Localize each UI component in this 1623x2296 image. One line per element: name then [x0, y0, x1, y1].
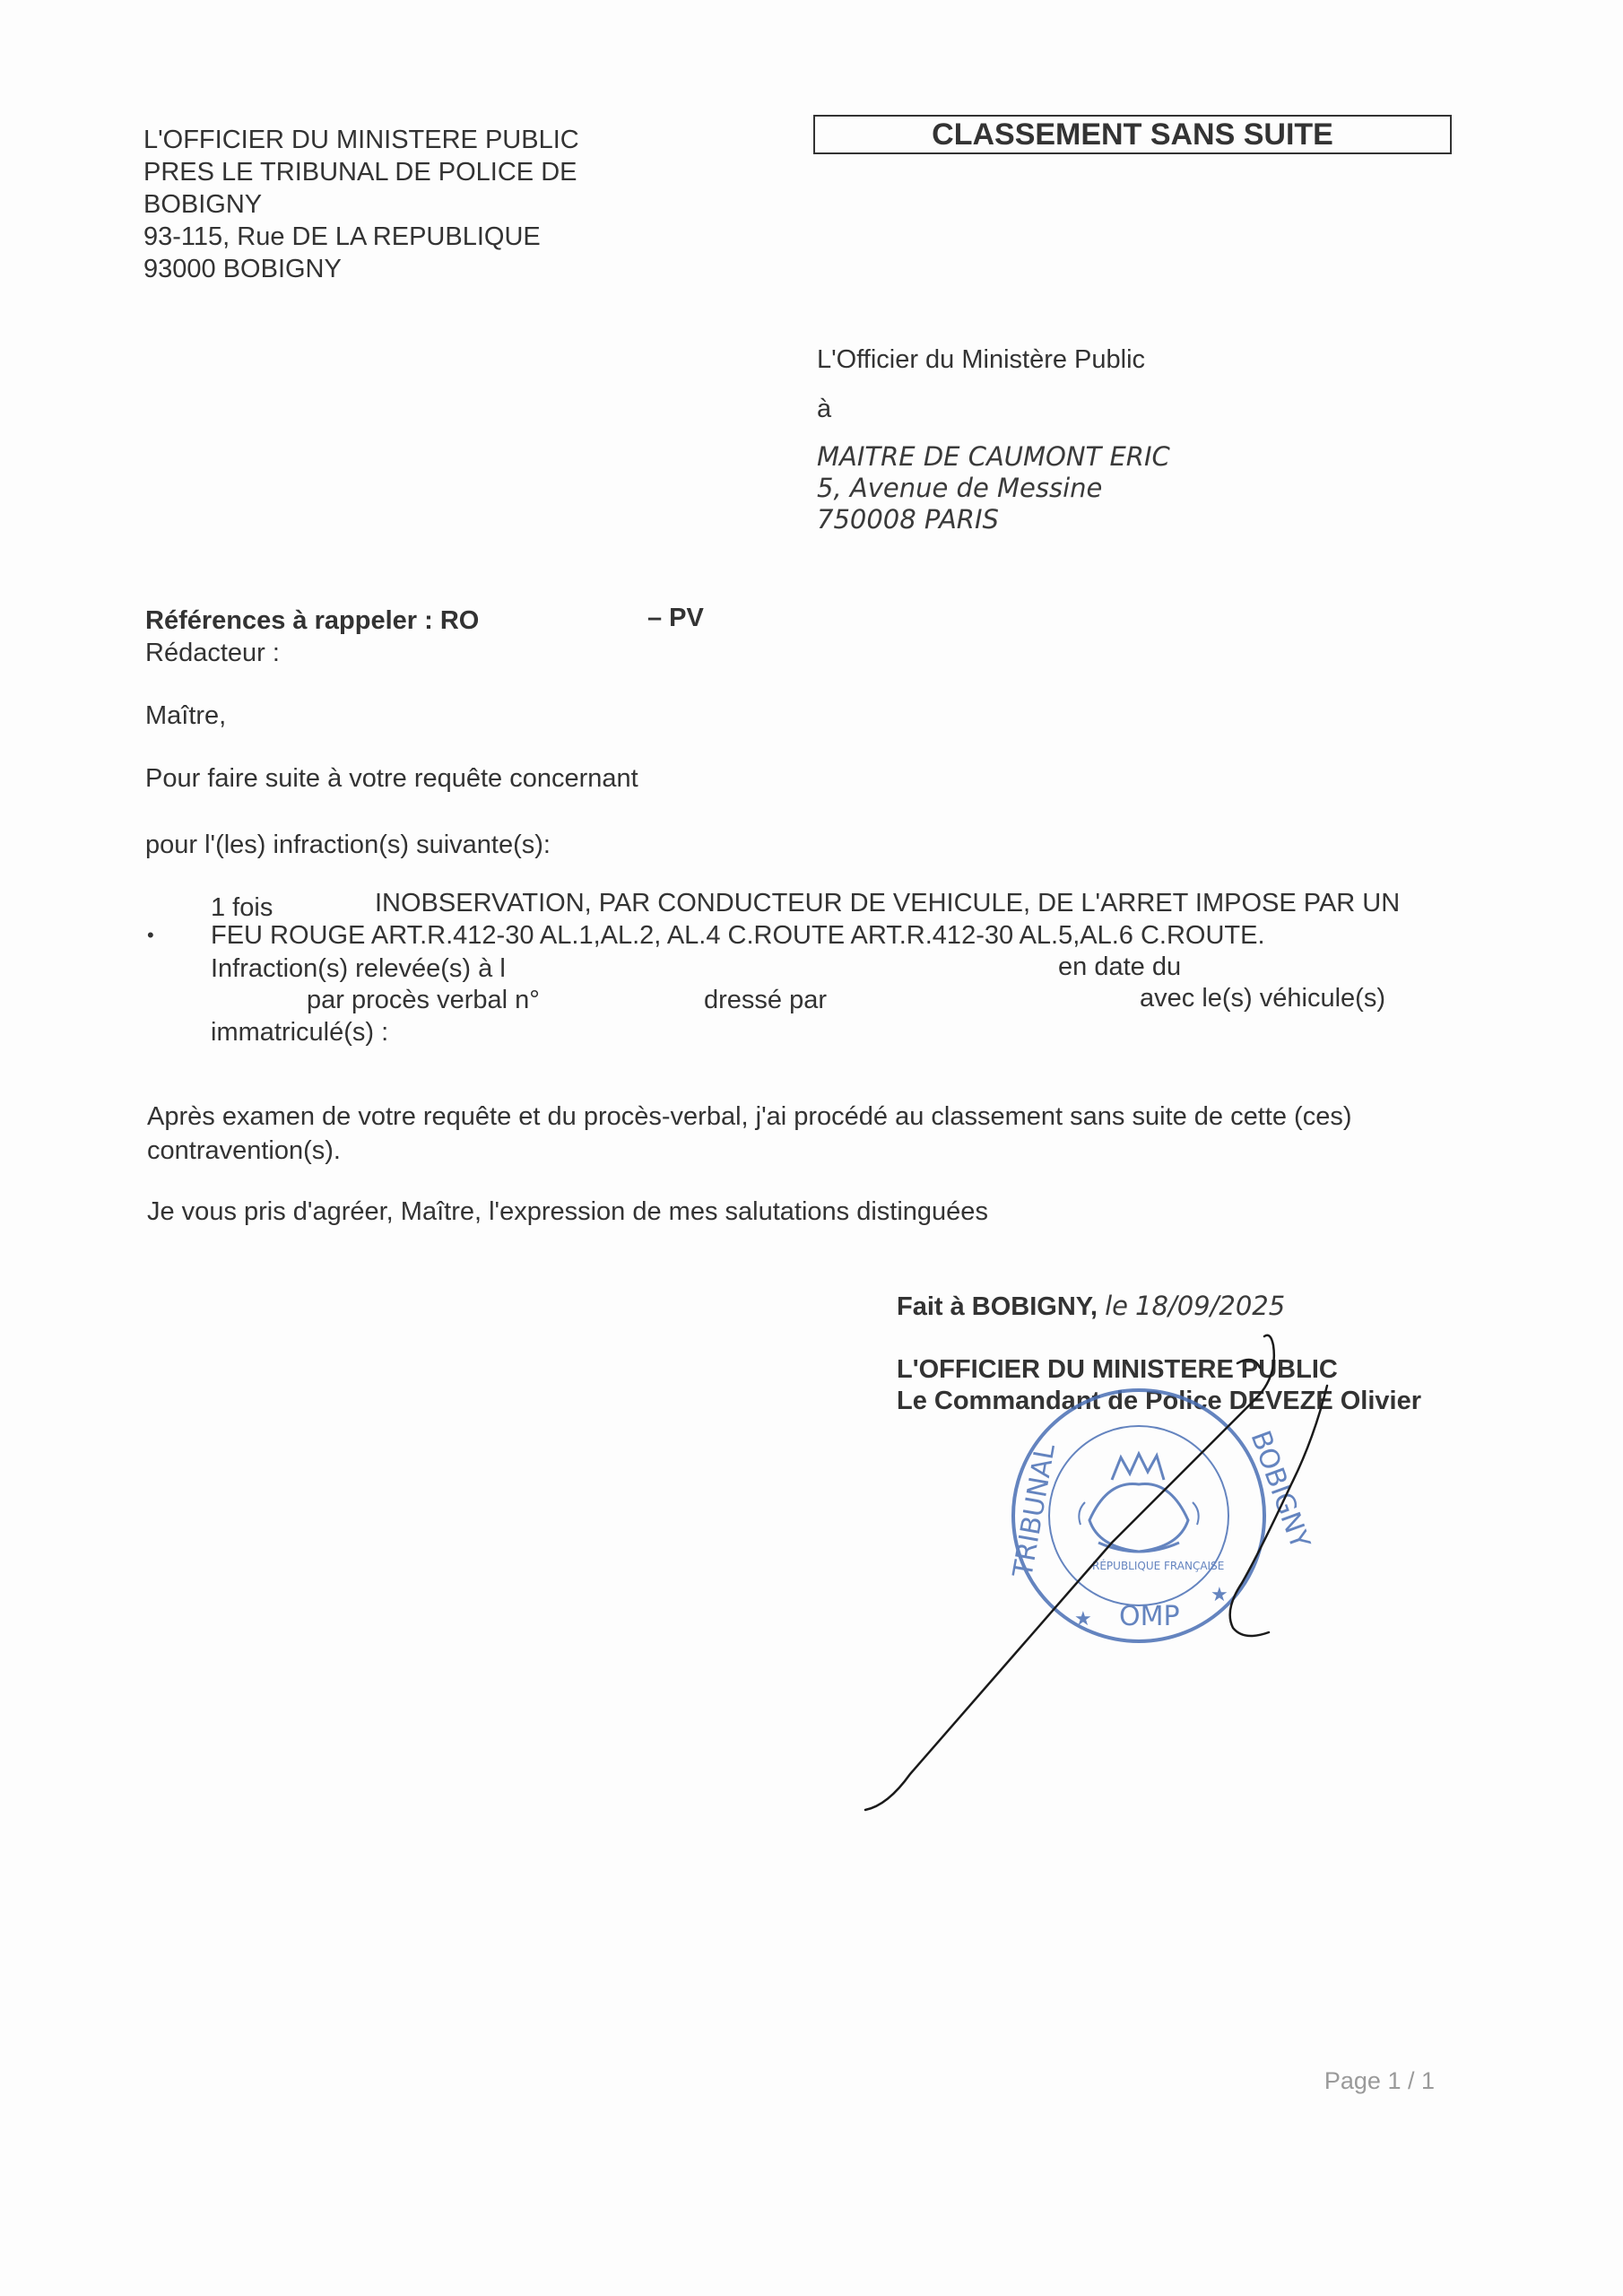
from-line: L'Officier du Ministère Public	[817, 345, 1146, 374]
bullet-icon: •	[147, 924, 154, 946]
signature-date: 18/09/2025	[1135, 1291, 1286, 1321]
stamp-left-text: TRIBUNAL	[1007, 1441, 1062, 1580]
infractions-intro: pour l'(les) infraction(s) suivante(s):	[145, 831, 551, 859]
sender-line: PRES LE TRIBUNAL DE POLICE DE	[143, 158, 577, 187]
stamp-right-text: BOBIGNY	[1244, 1426, 1316, 1553]
handwritten-signature	[865, 1335, 1327, 1810]
conclusion-line-1: Après examen de votre requête et du procès-verbal, j'ai procédé au classement sans suite de cette (ces)	[147, 1102, 1352, 1131]
stamp-star-icon: ★	[1211, 1583, 1228, 1605]
infraction-vehicule: avec le(s) véhicule(s)	[1140, 984, 1385, 1013]
infraction-dresse: dressé par	[704, 986, 828, 1014]
infraction-proces: par procès verbal n°	[307, 986, 540, 1014]
to-word: à	[817, 395, 832, 423]
infraction-relevee: Infraction(s) relevée(s) à l	[211, 954, 506, 983]
recipient-street: 5, Avenue de Messine	[817, 473, 1103, 503]
infraction-immat: immatriculé(s) :	[211, 1018, 389, 1047]
conclusion-line-2: contravention(s).	[147, 1136, 341, 1165]
recipient-name: MAITRE DE CAUMONT ERIC	[817, 441, 1170, 472]
stamp-bottom-text: OMP	[1119, 1601, 1180, 1632]
signature-place: Fait à BOBIGNY,	[897, 1292, 1098, 1321]
closing-formula: Je vous pris d'agréer, Maître, l'expression de mes salutations distinguées	[147, 1197, 988, 1226]
infraction-count: 1 fois	[211, 893, 273, 922]
document-title: CLASSEMENT SANS SUITE	[813, 115, 1452, 154]
sender-line: 93000 BOBIGNY	[143, 255, 342, 283]
official-stamp	[1007, 1390, 1315, 1641]
sender-line: 93-115, Rue DE LA REPUBLIQUE	[143, 222, 541, 251]
infraction-line-2: FEU ROUGE ART.R.412-30 AL.1,AL.2, AL.4 C.ROUTE ART.R.412-30 AL.5,AL.6 C.ROUTE.	[211, 921, 1265, 950]
redacteur-label: Rédacteur :	[145, 639, 280, 667]
references-pv: – PV	[647, 604, 704, 632]
sender-line: BOBIGNY	[143, 190, 263, 219]
stamp-center-text: RÉPUBLIQUE FRANÇAISE	[1092, 1560, 1225, 1572]
recipient-city: 750008 PARIS	[817, 504, 999, 535]
signature-date-prefix: le	[1105, 1291, 1128, 1321]
infraction-en-date: en date du	[1058, 952, 1182, 981]
sender-line: L'OFFICIER DU MINISTERE PUBLIC	[143, 126, 579, 154]
salutation: Maître,	[145, 701, 227, 730]
references-label: Références à rappeler : RO	[145, 606, 480, 635]
stamp-star-icon: ★	[1074, 1607, 1092, 1630]
intro-text: Pour faire suite à votre requête concernant	[145, 764, 638, 793]
signature-name: Le Commandant de Police DEVEZE Olivier	[897, 1387, 1421, 1415]
infraction-line-1: INOBSERVATION, PAR CONDUCTEUR DE VEHICULE, DE L'ARRET IMPOSE PAR UN	[375, 889, 1401, 918]
signature-office: L'OFFICIER DU MINISTERE PUBLIC	[897, 1355, 1338, 1384]
page-number: Page 1 / 1	[1324, 2067, 1435, 2094]
